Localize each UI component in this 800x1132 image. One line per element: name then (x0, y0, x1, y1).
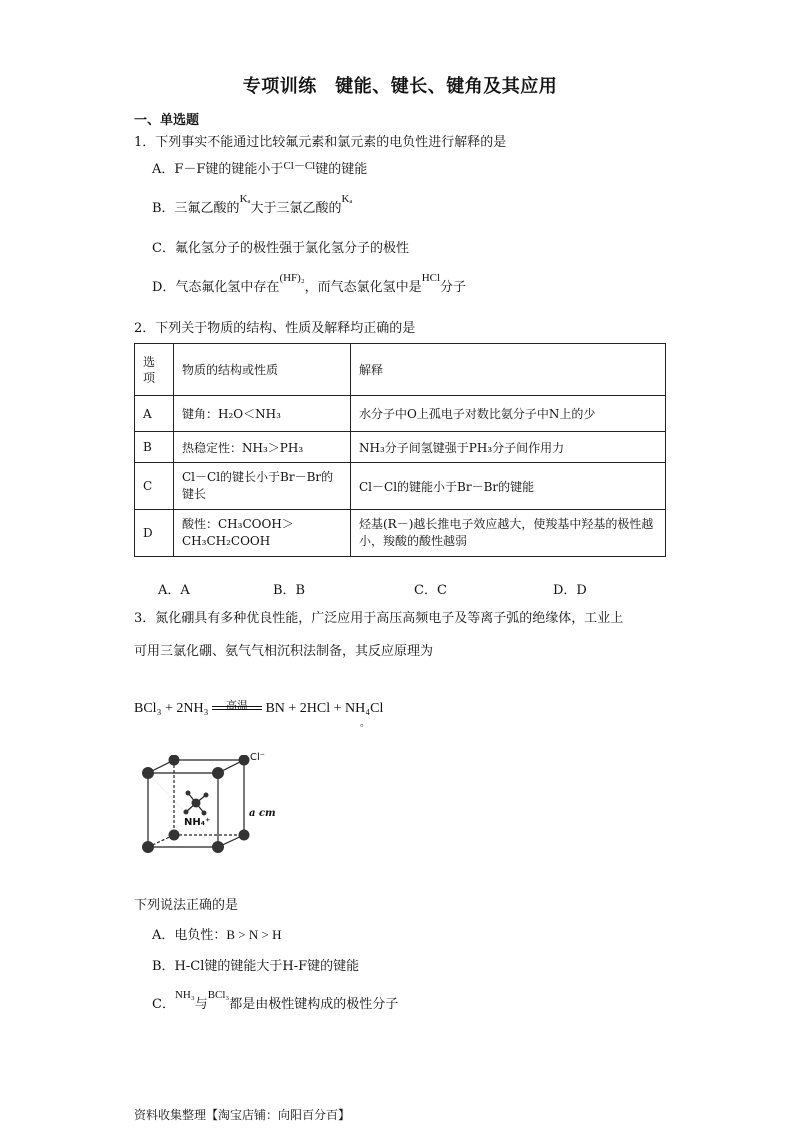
q1-option-b-text: B．三氟乙酸的 (152, 201, 240, 216)
table-cell: C (135, 463, 174, 510)
q1-option-b-ka2: Kₐ (341, 193, 353, 205)
table-cell: Cl－Cl的键长小于Br－Br的键长 (174, 463, 351, 510)
q1-option-b-ka1: Kₐ (239, 193, 251, 205)
page-title: 专项训练 键能、键长、键角及其应用 (242, 76, 558, 97)
table-header-cell: 解释 (351, 344, 666, 396)
q3-stem-line2: 可用三氯化硼、氨气气相沉积法制备，其反应原理为 (134, 644, 434, 659)
q1-option-a-formula: Cl－Cl (283, 160, 316, 172)
table-row (135, 510, 666, 557)
q1-option-d (152, 272, 467, 295)
q3-option-c-label: C． (152, 997, 175, 1012)
table-row (135, 432, 666, 463)
q2-option-c: C．C (414, 583, 447, 598)
table-cell: 热稳定性：NH₃＞PH₃ (174, 432, 351, 463)
q3-option-c-bcl3: BCl₃ (207, 989, 230, 1001)
q3-option-a-formula: B > N > H (226, 927, 282, 942)
q3-prompt: 下列说法正确的是 (134, 898, 239, 913)
table-cell: B (135, 432, 174, 463)
q1-option-a (152, 158, 367, 177)
footer-source: 资料收集整理【淘宝店铺：向阳百分百】 (134, 1108, 351, 1122)
q1-option-b-mid: 大于三氯乙酸的 (250, 201, 342, 216)
q2-option-d: D．D (553, 583, 587, 598)
q1-option-c: C．氟化氢分子的极性强于氯化氢分子的极性 (152, 241, 409, 256)
equation-condition: 高温 (225, 700, 248, 712)
q3-option-c-nh3: NH₃ (174, 989, 195, 1001)
crystal-figure (134, 752, 284, 865)
reaction-equation (134, 701, 383, 717)
q3-option-a-text: A．电负性： (152, 928, 227, 943)
q3-option-c-tail: 都是由极性键构成的极性分子 (229, 997, 399, 1012)
q3-stem-line1: 3．氮化硼具有多种优良性能，广泛应用于高压高频电子及等离子弧的绝缘体，工业上 (134, 611, 624, 626)
q1-option-a-text: A．F－F键的键能小于 (152, 162, 284, 177)
table-cell: 酸性：CH₃COOH＞CH₃CH₂COOH (174, 510, 351, 557)
table-cell: D (135, 510, 174, 557)
table-cell: NH₃分子间氢键强于PH₃分子间作用力 (351, 432, 666, 463)
q3-option-a (152, 924, 282, 943)
edge-length-label: a cm (249, 808, 276, 819)
table-cell: 烃基(R－)越长推电子效应越大，使羧基中羟基的极性越小，羧酸的酸性越弱 (351, 510, 666, 557)
chloride-label: Cl⁻ (250, 752, 266, 763)
table-header-row (135, 344, 666, 396)
table-cell: 水分子中O上孤电子对数比氨分子中N上的少 (351, 396, 666, 432)
q2-stem: 2．下列关于物质的结构、性质及解释均正确的是 (134, 321, 416, 336)
q3-option-c-and: 与 (194, 997, 208, 1012)
q1-option-d-hf: (HF)₂ (279, 272, 305, 284)
table-cell: A (135, 396, 174, 432)
q3-option-b: B．H-Cl键的键能大于H-F键的键能 (152, 959, 360, 974)
q1-option-a-tail: 键的键能 (315, 162, 368, 177)
q1-option-d-hcl: HCl (421, 272, 441, 284)
q2-table (134, 343, 666, 557)
q3-option-c (152, 989, 399, 1012)
table-row (135, 396, 666, 432)
table-row (135, 463, 666, 510)
q1-option-d-text: D．气态氟化氢中存在 (152, 280, 280, 295)
table-header-cell: 物质的结构或性质 (174, 344, 351, 396)
q1-option-b (152, 193, 353, 216)
q2-option-a: A．A (158, 583, 190, 598)
equation-period: 。 (360, 718, 370, 729)
table-cell: Cl－Cl的键能小于Br－Br的键能 (351, 463, 666, 510)
equation-reactants: BCl₃ + 2NH₃ (134, 701, 209, 716)
q1-option-d-mid: ，而气态氯化氢中是 (304, 280, 422, 295)
table-cell: 键角：H₂O＜NH₃ (174, 396, 351, 432)
section-heading: 一、单选题 (134, 113, 200, 128)
ammonium-label: NH₄⁺ (184, 817, 211, 828)
q2-option-b: B．B (273, 583, 306, 598)
q1-stem: 1．下列事实不能通过比较氟元素和氯元素的电负性进行解释的是 (134, 135, 507, 150)
table-header-cell: 选项 (135, 344, 174, 396)
q1-option-d-tail: 分子 (440, 280, 467, 295)
equation-products: BN + 2HCl + NH₄Cl (265, 701, 384, 716)
